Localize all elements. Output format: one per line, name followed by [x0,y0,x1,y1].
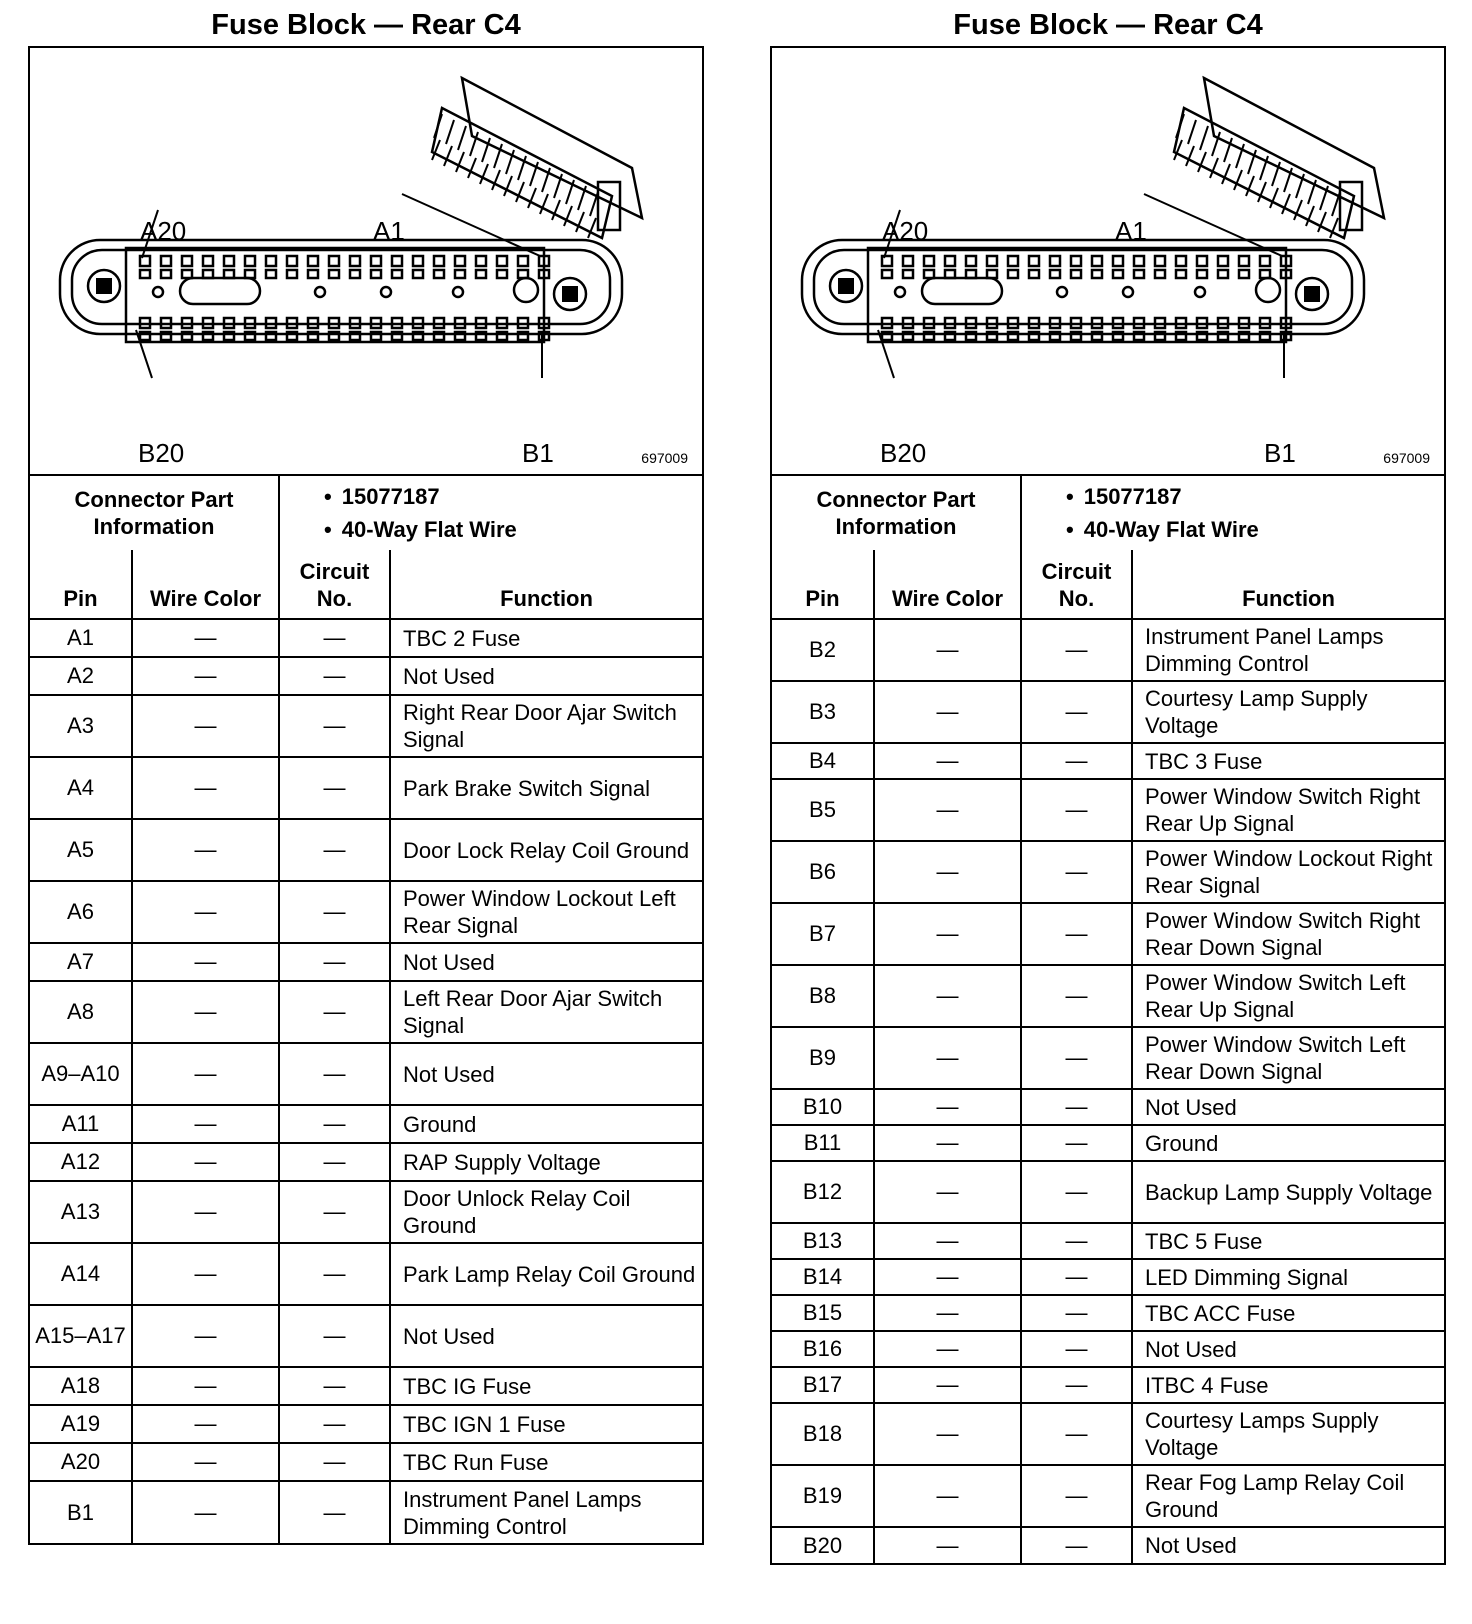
wire-color-cell: — [874,1259,1021,1295]
header-pin: Pin [772,550,874,619]
keying-slot [180,278,260,304]
circuit-no-cell: — [1021,681,1132,743]
function-cell: Rear Fog Lamp Relay Coil Ground [1132,1465,1444,1527]
wire-color-cell: — [874,681,1021,743]
circuit-no-cell: — [1021,841,1132,903]
connector-frame [770,46,1446,1565]
connector-info-values [279,476,702,550]
function-cell: LED Dimming Signal [1132,1259,1444,1295]
pin-cell: A13 [30,1181,132,1243]
wire-color-cell: — [874,779,1021,841]
pin-a [945,256,955,266]
function-cell: ITBC 4 Fuse [1132,1367,1444,1403]
circuit-no-cell: — [1021,1027,1132,1089]
circuit-no-cell: — [279,1367,390,1405]
circuit-no-cell: — [279,819,390,881]
function-cell: Power Window Switch Right Rear Down Signal [1132,903,1444,965]
header-function: Function [390,550,702,619]
connector-drawing [30,48,702,474]
pin-cell: B14 [772,1259,874,1295]
table-row [772,841,1444,903]
wire-color-cell: — [132,819,279,881]
pin-a [924,256,934,266]
circuit-no-cell: — [279,1405,390,1443]
function-cell: Not Used [390,657,702,695]
circuit-no-cell: — [279,757,390,819]
figure-number: 697009 [1383,450,1430,466]
pin-a [413,256,423,266]
function-cell: Power Window Switch Left Rear Down Signal [1132,1027,1444,1089]
circuit-no-cell: — [1021,1367,1132,1403]
circuit-no-cell: — [1021,619,1132,681]
pin-cell: B17 [772,1367,874,1403]
wire-color-cell: — [132,1105,279,1143]
connector-3d-view [1174,78,1384,238]
header-wire-color: Wire Color [874,550,1021,619]
wire-color-cell: — [132,1443,279,1481]
pin-cell: B1 [30,1481,132,1543]
pin-cell: A6 [30,881,132,943]
table-row [772,743,1444,779]
pin-cell: B9 [772,1027,874,1089]
pin-a [266,256,276,266]
circuit-no-cell: — [279,1443,390,1481]
pin-label-a1: A1 [1115,216,1147,246]
wire-color-cell: — [874,1527,1021,1563]
function-cell: Park Lamp Relay Coil Ground [390,1243,702,1305]
wire-color-cell: — [132,619,279,657]
pin-a [1092,256,1102,266]
table-row [30,1367,702,1405]
pin-a [161,256,171,266]
connector-diagram [30,48,702,476]
function-cell: Power Window Switch Left Rear Up Signal [1132,965,1444,1027]
circuit-no-cell: — [279,1143,390,1181]
pin-cell: B19 [772,1465,874,1527]
pin-cell: A4 [30,757,132,819]
function-cell: Door Unlock Relay Coil Ground [390,1181,702,1243]
function-cell: Instrument Panel Lamps Dimming Control [1132,619,1444,681]
function-cell: TBC 2 Fuse [390,619,702,657]
table-row [30,1043,702,1105]
table-row [772,619,1444,681]
pin-a [1260,256,1270,266]
wire-color-cell: — [874,1089,1021,1125]
header-wire-color: Wire Color [132,550,279,619]
circuit-no-cell: — [279,1105,390,1143]
wire-color-cell: — [874,743,1021,779]
wire-color-cell: — [132,1143,279,1181]
table-row [772,1125,1444,1161]
pin-cell: B11 [772,1125,874,1161]
pin-label-b1: B1 [522,438,554,468]
table-row [772,1223,1444,1259]
circuit-no-cell: — [279,1181,390,1243]
wire-color-cell: — [874,1331,1021,1367]
pin-a [476,256,486,266]
pin-a [1176,256,1186,266]
pin-cell: B15 [772,1295,874,1331]
table-row [772,1089,1444,1125]
table-row [30,881,702,943]
table-row [30,1105,702,1143]
circuit-no-cell: — [279,657,390,695]
pin-a [1050,256,1060,266]
circuit-no-cell: — [279,619,390,657]
wire-color-cell: — [874,1465,1021,1527]
pin-a [1029,256,1039,266]
wire-color-cell: — [874,619,1021,681]
function-cell: Power Window Switch Right Rear Up Signal [1132,779,1444,841]
pin-cell: A7 [30,943,132,981]
circuit-no-cell: — [1021,1223,1132,1259]
pin-a [1071,256,1081,266]
pin-cell: B18 [772,1403,874,1465]
table-row [772,965,1444,1027]
pin-label-b20: B20 [138,438,185,468]
pin-label-a20: A20 [140,216,187,246]
keying-slot [922,278,1002,304]
function-cell: Left Rear Door Ajar Switch Signal [390,981,702,1043]
pin-cell: A9–A10 [30,1043,132,1105]
connector-type: • 40-Way Flat Wire [324,513,702,546]
pin-cell: A12 [30,1143,132,1181]
table-row [30,819,702,881]
circuit-no-cell: — [1021,903,1132,965]
wire-color-cell: — [132,981,279,1043]
connector-type: • 40-Way Flat Wire [1066,513,1444,546]
pin-cell: B6 [772,841,874,903]
pin-a [182,256,192,266]
table-row [772,1027,1444,1089]
pin-cell: B16 [772,1331,874,1367]
pin-cell: A1 [30,619,132,657]
table-row [772,1367,1444,1403]
wire-color-cell: — [132,1481,279,1543]
pin-cell: A3 [30,695,132,757]
wire-color-cell: — [874,1367,1021,1403]
function-cell: Park Brake Switch Signal [390,757,702,819]
connector-info-values [1021,476,1444,550]
table-row [30,757,702,819]
function-cell: TBC 5 Fuse [1132,1223,1444,1259]
pinout-rows [30,619,702,1543]
pin-cell: A15–A17 [30,1305,132,1367]
circuit-no-cell: — [1021,1403,1132,1465]
pin-label-a1: A1 [373,216,405,246]
table-row [772,1295,1444,1331]
circuit-no-cell: — [1021,1331,1132,1367]
pin-a [1218,256,1228,266]
table-row [772,1331,1444,1367]
circuit-no-cell: — [279,1481,390,1543]
function-cell: TBC 3 Fuse [1132,743,1444,779]
header-pin: Pin [30,550,132,619]
function-cell: Backup Lamp Supply Voltage [1132,1161,1444,1223]
pin-cell: A11 [30,1105,132,1143]
circuit-no-cell: — [1021,965,1132,1027]
figure-number: 697009 [641,450,688,466]
pin-a [1155,256,1165,266]
function-cell: Not Used [1132,1331,1444,1367]
wire-color-cell: — [132,881,279,943]
function-cell: Not Used [390,943,702,981]
pin-cell: B3 [772,681,874,743]
pin-cell: A2 [30,657,132,695]
table-row [30,1405,702,1443]
function-cell: Instrument Panel Lamps Dimming Control [390,1481,702,1543]
table-row [30,619,702,657]
circuit-no-cell: — [1021,1125,1132,1161]
wire-color-cell: — [874,1403,1021,1465]
wire-color-cell: — [132,1243,279,1305]
pin-cell: B12 [772,1161,874,1223]
pin-a [203,256,213,266]
function-cell: Not Used [390,1043,702,1105]
table-row [30,1143,702,1181]
pin-cell: B8 [772,965,874,1027]
circuit-no-cell: — [279,943,390,981]
wire-color-cell: — [874,903,1021,965]
wire-color-cell: — [132,1367,279,1405]
table-row [772,903,1444,965]
part-number: • 15077187 [324,480,702,513]
pin-label-a20: A20 [882,216,929,246]
wire-color-cell: — [874,1223,1021,1259]
pin-a [245,256,255,266]
header-circuit-no: Circuit No. [1021,550,1132,619]
pin-a [329,256,339,266]
page-title: Fuse Block — Rear C4 [211,9,521,41]
table-row [772,1527,1444,1563]
pinout-rows [772,619,1444,1563]
table-row [772,681,1444,743]
function-cell: Power Window Lockout Right Rear Signal [1132,841,1444,903]
pin-a [392,256,402,266]
circuit-no-cell: — [1021,1527,1132,1563]
pinout-table [772,550,1444,1563]
connector-frame [28,46,704,1545]
pin-a [434,256,444,266]
pin-a [1113,256,1123,266]
table-row [30,1481,702,1543]
connector-info-table [30,476,702,550]
circuit-no-cell: — [279,695,390,757]
pin-a [455,256,465,266]
table-row [30,1243,702,1305]
connector-3d-view [432,78,642,238]
pin-a [497,256,507,266]
table-row [772,1161,1444,1223]
function-cell: Courtesy Lamp Supply Voltage [1132,681,1444,743]
circuit-no-cell: — [1021,1161,1132,1223]
wire-color-cell: — [132,1043,279,1105]
table-row [30,1305,702,1367]
circuit-no-cell: — [279,1305,390,1367]
pin-a [1134,256,1144,266]
pin-a [350,256,360,266]
pin-cell: B7 [772,903,874,965]
header-circuit-no: Circuit No. [279,550,390,619]
pinout-table [30,550,702,1543]
pin-cell: A14 [30,1243,132,1305]
table-row [30,981,702,1043]
connector-diagram [772,48,1444,476]
part-number: • 15077187 [1066,480,1444,513]
pin-label-b20: B20 [880,438,927,468]
function-cell: Door Lock Relay Coil Ground [390,819,702,881]
wire-color-cell: — [132,757,279,819]
pin-cell: A19 [30,1405,132,1443]
pin-cell: B10 [772,1089,874,1125]
pin-a [1008,256,1018,266]
wire-color-cell: — [132,695,279,757]
table-row [30,695,702,757]
panel-left [28,0,704,1545]
table-row [772,1259,1444,1295]
wire-color-cell: — [874,1027,1021,1089]
circuit-no-cell: — [279,1043,390,1105]
function-cell: Power Window Lockout Left Rear Signal [390,881,702,943]
connector-drawing [772,48,1444,474]
circuit-no-cell: — [1021,1295,1132,1331]
circuit-no-cell: — [1021,1089,1132,1125]
function-cell: TBC IG Fuse [390,1367,702,1405]
pin-cell: A20 [30,1443,132,1481]
function-cell: TBC Run Fuse [390,1443,702,1481]
function-cell: Not Used [1132,1089,1444,1125]
table-row [30,943,702,981]
pin-a [518,256,528,266]
pin-cell: B13 [772,1223,874,1259]
pin-a [1197,256,1207,266]
pin-cell: B4 [772,743,874,779]
function-cell: Not Used [1132,1527,1444,1563]
wire-color-cell: — [874,965,1021,1027]
function-cell: TBC IGN 1 Fuse [390,1405,702,1443]
pin-cell: A18 [30,1367,132,1405]
pin-cell: A5 [30,819,132,881]
pin-cell: A8 [30,981,132,1043]
wire-color-cell: — [132,1181,279,1243]
pin-a [224,256,234,266]
page-title: Fuse Block — Rear C4 [953,9,1263,41]
pin-cell: B2 [772,619,874,681]
circuit-no-cell: — [1021,779,1132,841]
wire-color-cell: — [132,1405,279,1443]
wire-color-cell: — [132,657,279,695]
function-cell: Courtesy Lamps Supply Voltage [1132,1403,1444,1465]
pin-a [903,256,913,266]
function-cell: RAP Supply Voltage [390,1143,702,1181]
table-row [772,1403,1444,1465]
function-cell: Ground [1132,1125,1444,1161]
connector-info-label: Connector Part Information [30,476,279,550]
wire-color-cell: — [132,1305,279,1367]
connector-info-table [772,476,1444,550]
pin-a [308,256,318,266]
pin-cell: B20 [772,1527,874,1563]
table-row [30,1181,702,1243]
pin-label-b1: B1 [1264,438,1296,468]
pin-a [287,256,297,266]
panel-right [770,0,1446,1565]
circuit-no-cell: — [279,1243,390,1305]
circuit-no-cell: — [1021,1259,1132,1295]
table-row [30,1443,702,1481]
pin-cell: B5 [772,779,874,841]
pin-a [1239,256,1249,266]
pin-a [371,256,381,266]
connector-info-label: Connector Part Information [772,476,1021,550]
circuit-no-cell: — [1021,743,1132,779]
circuit-no-cell: — [279,981,390,1043]
header-function: Function [1132,550,1444,619]
circuit-no-cell: — [279,881,390,943]
function-cell: Right Rear Door Ajar Switch Signal [390,695,702,757]
pin-a [987,256,997,266]
wire-color-cell: — [874,1125,1021,1161]
wire-color-cell: — [874,1161,1021,1223]
wire-color-cell: — [874,841,1021,903]
function-cell: TBC ACC Fuse [1132,1295,1444,1331]
table-row [30,657,702,695]
pin-a [966,256,976,266]
function-cell: Ground [390,1105,702,1143]
wire-color-cell: — [874,1295,1021,1331]
table-row [772,1465,1444,1527]
wire-color-cell: — [132,943,279,981]
circuit-no-cell: — [1021,1465,1132,1527]
function-cell: Not Used [390,1305,702,1367]
table-row [772,779,1444,841]
